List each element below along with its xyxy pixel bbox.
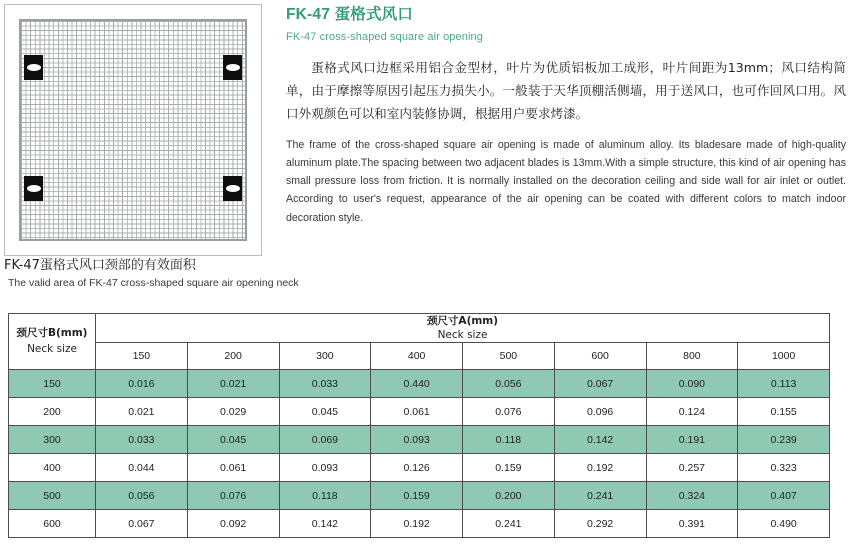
table-cell: 0.191 [646, 426, 738, 454]
column-header: 500 [463, 343, 555, 370]
egg-crate-grille [19, 19, 247, 241]
grille-latch-top-right [223, 55, 242, 80]
table-cell: 0.076 [187, 482, 279, 510]
row-header-cell: 300 [9, 426, 96, 454]
table-cell: 0.096 [554, 398, 646, 426]
row-header-label-en: Neck size [27, 342, 77, 355]
table-column-group-header [96, 314, 830, 343]
grille-latch-top-left [24, 55, 43, 80]
column-header: 800 [646, 343, 738, 370]
table-cell: 0.061 [371, 398, 463, 426]
table-header-row-columns [9, 343, 830, 370]
table-body [9, 370, 830, 538]
row-header-cell: 600 [9, 510, 96, 538]
table-cell: 0.033 [96, 426, 188, 454]
row-header-cell: 500 [9, 482, 96, 510]
table-cell: 0.061 [187, 454, 279, 482]
row-header-cell: 400 [9, 454, 96, 482]
table-cell: 0.016 [96, 370, 188, 398]
col-group-label-cn: 颈尺寸A(mm) [426, 315, 499, 327]
table-cell: 0.407 [738, 482, 830, 510]
table-cell: 0.324 [646, 482, 738, 510]
table-cell: 0.490 [738, 510, 830, 538]
table-cell: 0.200 [463, 482, 555, 510]
product-description [286, 6, 846, 227]
column-header: 150 [96, 343, 188, 370]
table-row [9, 426, 830, 454]
col-group-label-en: Neck size [437, 329, 488, 342]
section-heading-en: The valid area of FK-47 cross-shaped square air opening neck [8, 277, 299, 290]
table-cell: 0.192 [554, 454, 646, 482]
grille-mesh-pattern [21, 21, 245, 239]
table-cell: 0.093 [279, 454, 371, 482]
table-cell: 0.292 [554, 510, 646, 538]
product-image-frame [4, 4, 262, 256]
table-cell: 0.069 [279, 426, 371, 454]
row-header-cell: 200 [9, 398, 96, 426]
table-cell: 0.440 [371, 370, 463, 398]
row-header-cell: 150 [9, 370, 96, 398]
table-row [9, 454, 830, 482]
table-cell: 0.033 [279, 370, 371, 398]
table-cell: 0.124 [646, 398, 738, 426]
table-cell: 0.093 [371, 426, 463, 454]
table-cell: 0.257 [646, 454, 738, 482]
table-cell: 0.241 [463, 510, 555, 538]
table-cell: 0.126 [371, 454, 463, 482]
table-cell: 0.076 [463, 398, 555, 426]
row-header-label-cn: 颈尺寸B(mm) [16, 327, 88, 340]
table-section-heading [4, 258, 504, 290]
table-cell: 0.118 [463, 426, 555, 454]
table-row [9, 510, 830, 538]
table-cell: 0.241 [554, 482, 646, 510]
table-cell: 0.021 [96, 398, 188, 426]
table-cell: 0.092 [187, 510, 279, 538]
table-head [9, 314, 830, 370]
table-cell: 0.067 [96, 510, 188, 538]
table-row [9, 370, 830, 398]
product-title-en: FK-47 cross-shaped square air opening [286, 30, 483, 43]
table-row [9, 482, 830, 510]
table-cell: 0.067 [554, 370, 646, 398]
valid-area-table [8, 313, 830, 538]
table-corner-header [9, 314, 96, 370]
grille-latch-bottom-left [24, 176, 43, 201]
table-cell: 0.159 [371, 482, 463, 510]
column-header: 600 [554, 343, 646, 370]
grille-latch-bottom-right [223, 176, 242, 201]
table-cell: 0.391 [646, 510, 738, 538]
table-cell: 0.045 [279, 398, 371, 426]
table-cell: 0.192 [371, 510, 463, 538]
table-cell: 0.142 [554, 426, 646, 454]
section-heading-cn: FK-47蛋格式风口颈部的有效面积 [4, 258, 196, 273]
table-header-row-group [9, 314, 830, 343]
table-cell: 0.090 [646, 370, 738, 398]
table-cell: 0.159 [463, 454, 555, 482]
table-cell: 0.045 [187, 426, 279, 454]
column-header: 300 [279, 343, 371, 370]
column-header: 400 [371, 343, 463, 370]
table-cell: 0.044 [96, 454, 188, 482]
product-title-cn: FK-47 蛋格式风口 [286, 6, 414, 23]
product-paragraph-en: The frame of the cross-shaped square air opening is made of aluminum alloy. Its bladesare made of high-quality aluminum plate.The spacing between two adjacent blades is 13mm.With a simple structure, this kind of air opening has small pressure loss from friction. It is normally installed on the decoration ceiling and side wall for air inlet or outlet. According to user's request, appearance of the air opening can be coated with different colors to match indoor decoration style. [286, 138, 846, 224]
column-header: 200 [187, 343, 279, 370]
table-cell: 0.021 [187, 370, 279, 398]
product-paragraph-cn: 蛋格式风口边框采用铝合金型材，叶片为优质铝板加工成形，叶片间距为13mm；风口结构简单，由于摩擦等原因引起压力损失小。一般装于天华顶棚活侧墙，用于送风口，也可作回风口用。风口外观颜色可以和室内装修协调，根据用户要求烤漆。 [286, 59, 846, 122]
table-cell: 0.155 [738, 398, 830, 426]
table-cell: 0.056 [96, 482, 188, 510]
table-cell: 0.142 [279, 510, 371, 538]
table-row [9, 398, 830, 426]
table-cell: 0.056 [463, 370, 555, 398]
table-cell: 0.029 [187, 398, 279, 426]
column-header: 1000 [738, 343, 830, 370]
table-cell: 0.118 [279, 482, 371, 510]
table-cell: 0.323 [738, 454, 830, 482]
table-cell: 0.113 [738, 370, 830, 398]
table-cell: 0.239 [738, 426, 830, 454]
